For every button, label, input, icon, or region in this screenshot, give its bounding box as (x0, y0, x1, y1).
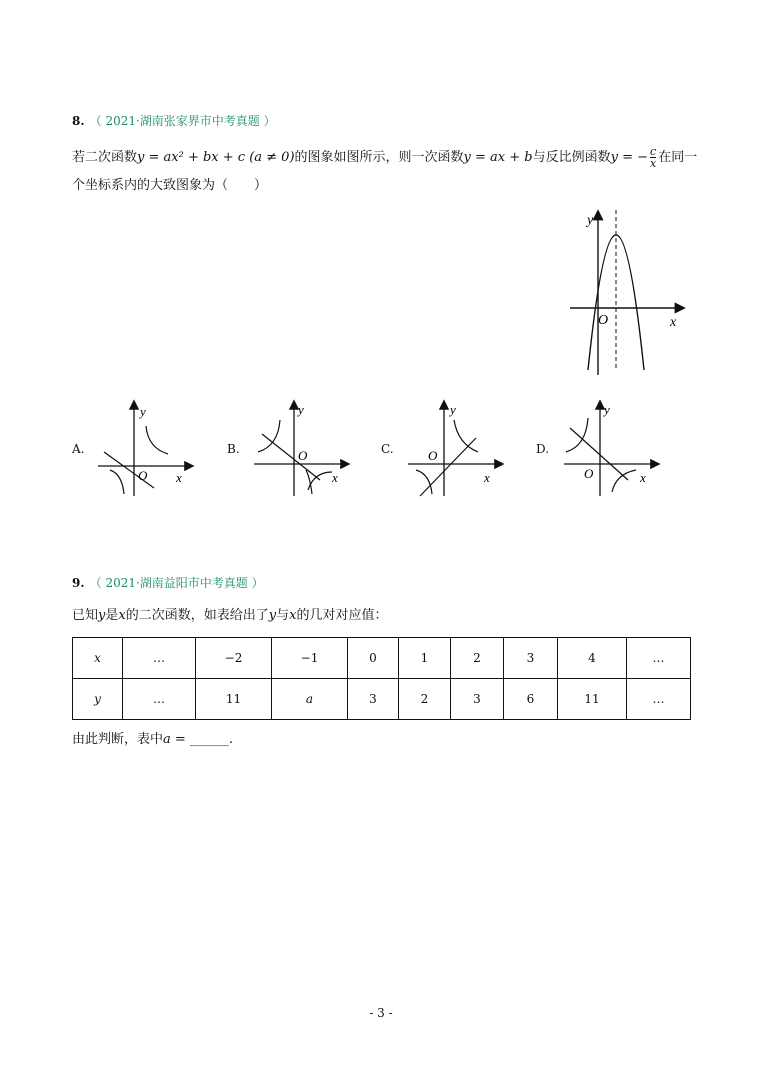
answer-blank[interactable]: a = ______. (163, 732, 234, 747)
svg-text:O: O (428, 448, 438, 463)
line-graph (570, 428, 628, 480)
q8-parabola-figure (560, 200, 700, 378)
q8-header (72, 110, 276, 129)
q8-stem-text: 的图象如图所示，则一次函数 (294, 150, 464, 165)
svg-text:y: y (450, 402, 456, 417)
svg-text:y: y (604, 402, 610, 417)
hyperbola-branch (146, 426, 168, 454)
q8-stem-text: 若二次函数 (72, 150, 138, 165)
option-a-label[interactable]: A. (72, 442, 85, 456)
svg-text:x: x (484, 470, 490, 485)
hyperbola-branch (416, 470, 432, 494)
svg-text:x: x (640, 470, 646, 485)
table-cell: y (73, 679, 123, 720)
x-axis-label: x (670, 315, 677, 330)
table-cell: 11 (558, 679, 627, 720)
q8-quadratic-expr: y = ax² + bx + c (a ≠ 0) (137, 150, 295, 165)
hyperbola-branch (454, 420, 478, 452)
table-row-y (73, 679, 691, 720)
table-row-x (73, 638, 691, 679)
option-b-label[interactable]: B. (227, 442, 240, 456)
table-cell: 0 (348, 638, 399, 679)
svg-text:x: x (176, 470, 182, 485)
table-cell: … (123, 679, 196, 720)
table-cell: 2 (451, 638, 504, 679)
svg-text:y: y (298, 402, 304, 417)
hyperbola-branch (258, 420, 280, 452)
y-axis-label: y (587, 213, 594, 228)
option-d-graph[interactable] (558, 398, 668, 498)
q8-inverse-expr: y = − (610, 150, 649, 165)
svg-text:x: x (332, 470, 338, 485)
q8-source: （ 2021·湖南张家界市中考真题 ） (89, 114, 276, 128)
table-cell: … (627, 679, 691, 720)
table-cell: … (627, 638, 691, 679)
option-c-label[interactable]: C. (381, 442, 394, 456)
q8-number: 8. (72, 114, 85, 128)
table-cell: 3 (504, 638, 558, 679)
q8-stem-line1 (72, 146, 697, 169)
table-cell: 6 (504, 679, 558, 720)
table-cell: 1 (399, 638, 451, 679)
q8-stem-text: 在同一 (658, 150, 698, 165)
table-cell: x (73, 638, 123, 679)
line-graph (420, 438, 476, 496)
line-graph (262, 434, 320, 480)
table-cell: −2 (196, 638, 272, 679)
q8-stem-line2: 个坐标系内的大致图象为（ ） (72, 178, 268, 193)
q8-linear-expr: y = ax + b (463, 150, 533, 165)
q9-answer-line: 由此判断，表中a = ______. (72, 732, 234, 747)
q8-stem-text: 与反比例函数 (532, 150, 611, 165)
svg-text:y: y (140, 404, 146, 419)
option-c-graph[interactable] (402, 398, 512, 498)
q8-fraction: $\frac{c}{x}$ (650, 145, 657, 170)
option-a-graph[interactable] (92, 398, 202, 498)
table-cell: 11 (196, 679, 272, 720)
hyperbola-branch (110, 470, 124, 494)
table-cell: … (123, 638, 196, 679)
page-number: - 3 - (369, 1006, 393, 1020)
table-cell: 3 (451, 679, 504, 720)
svg-text:O: O (584, 466, 594, 481)
option-b-graph[interactable] (248, 398, 358, 498)
q9-number: 9. (72, 576, 85, 590)
option-d-label[interactable]: D. (536, 442, 550, 456)
svg-text:O: O (138, 468, 148, 483)
table-cell: 2 (399, 679, 451, 720)
hyperbola-branch (612, 470, 636, 492)
q9-stem: 已知y是x的二次函数，如表给出了y与x的几对对应值： (72, 608, 388, 623)
table-cell: 4 (558, 638, 627, 679)
table-cell: −1 (272, 638, 348, 679)
table-cell: 3 (348, 679, 399, 720)
origin-label: O (598, 313, 609, 328)
table-cell: a (272, 679, 348, 720)
q9-value-table (72, 637, 691, 720)
q9-header (72, 572, 264, 591)
svg-text:O: O (298, 448, 308, 463)
q9-source: （ 2021·湖南益阳市中考真题 ） (89, 576, 264, 590)
